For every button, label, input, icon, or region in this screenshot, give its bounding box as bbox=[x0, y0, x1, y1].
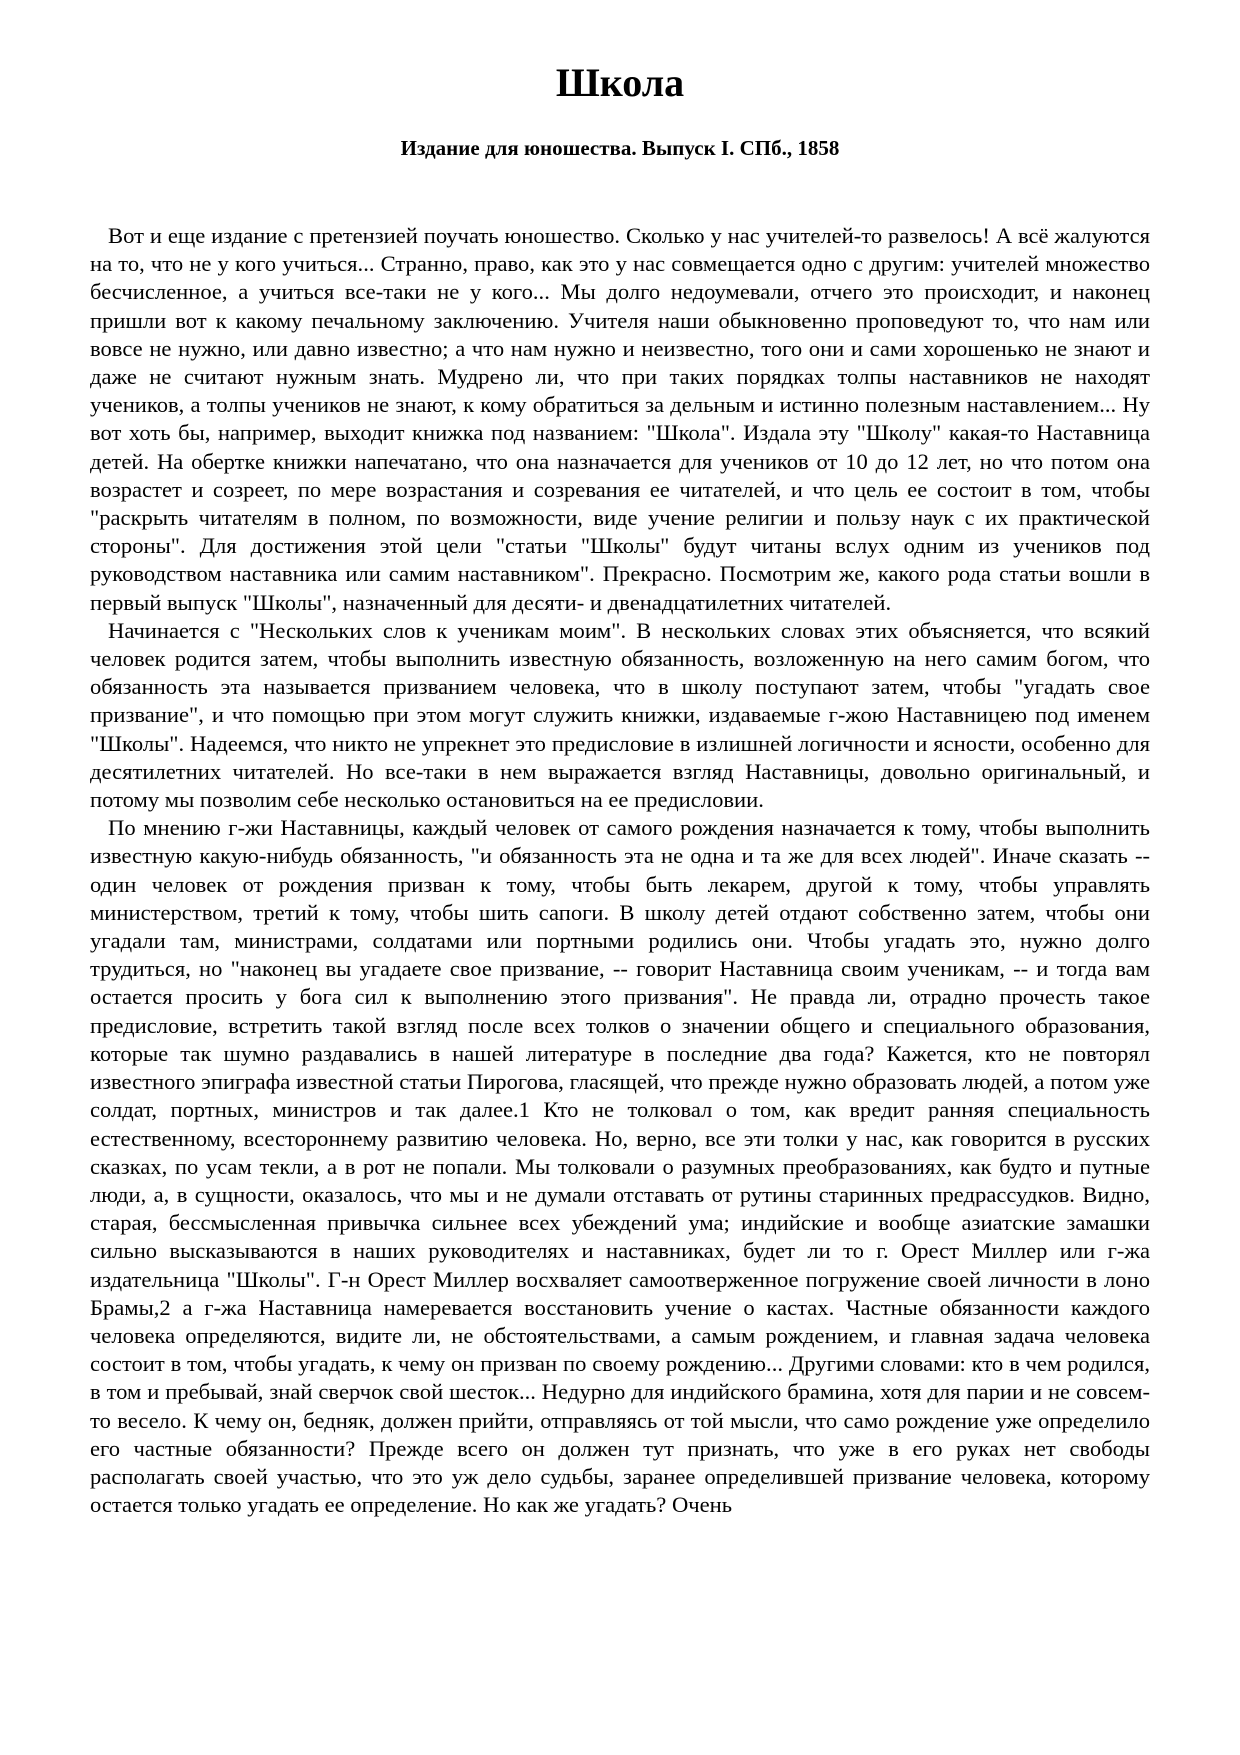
paragraph-2: Начинается с "Нескольких слов к ученикам моим". В нескольких словах этих объясняется, что всякий человек родится затем, чтобы выполнить известную обязанность, возложенную на него самим богом, что обязанность эта называется призванием человека, что в школу поступают затем, чтобы "угадать свое призвание", и что помощью при этом могут служить книжки, издаваемые г-жою Наставницею под именем "Школы". Надеемся, что никто не упрекнет это предисловие в излишней логичности и ясности, особенно для десятилетних читателей. Но все-таки в нем выражается взгляд Наставницы, довольно оригинальный, и потому мы позволим себе несколько остановиться на ее предисловии. bbox=[90, 617, 1150, 813]
paragraph-1: Вот и еще издание с претензией поучать юношество. Сколько у нас учителей-то развелось! А всё жалуются на то, что не у кого учиться... Странно, право, как это у нас совмещается одно с другим: учителей множество бесчисленное, а учиться все-таки не у кого... Мы долго недоумевали, отчего это происходит, и наконец пришли вот к какому печальному заключению. Учителя наши обыкновенно проповедуют то, что нам или вовсе не нужно, или давно известно; а что нам нужно и неизвестно, того они и сами хорошенько не знают и даже не считают нужным знать. Мудрено ли, что при таких порядках толпы наставников не находят учеников, а толпы учеников не знают, к кому обратиться за дельным и истинно полезным наставлением... Ну вот хоть бы, например, выходит книжка под названием: "Школа". Издала эту "Школу" какая-то Наставница детей. На обертке книжки напечатано, что она назначается для учеников от 10 до 12 лет, но что потом она возрастет и созреет, по мере возрастания и созревания ее читателей, и что цель ее состоит в том, чтобы "раскрыть читателям в полном, по возможности, виде учение религии и пользу наук с их практической стороны". Для достижения этой цели "статьи "Школы" будут читаны вслух одним из учеников под руководством наставника или самим наставником". Прекрасно. Посмотрим же, какого рода статьи вошли в первый выпуск "Школы", назначенный для десяти- и двенадцатилетних читателей. bbox=[90, 223, 1150, 615]
article-body bbox=[90, 222, 1150, 1519]
page-title: Школа bbox=[555, 60, 685, 105]
page-subtitle: Издание для юношества. Выпуск I. СПб., 1858 bbox=[400, 136, 840, 160]
document-page bbox=[90, 0, 1150, 1755]
paragraph-3: По мнению г-жи Наставницы, каждый человек от самого рождения назначается к тому, чтобы выполнить известную какую-нибудь обязанность, "и обязанность эта не одна и та же для всех людей". Иначе сказать -- один человек от рождения призван к тому, чтобы быть лекарем, другой к тому, чтобы управлять министерством, третий к тому, чтобы шить сапоги. В школу детей отдают собственно затем, чтобы они угадали там, министрами, солдатами или портными родились они. Чтобы угадать это, нужно долго трудиться, но "наконец вы угадаете свое призвание, -- говорит Наставница своим ученикам, -- и тогда вам остается просить у бога сил к выполнению этого призвания". Не правда ли, отрадно прочесть такое предисловие, встретить такой взгляд после всех толков о значении общего и специального образования, которые так шумно раздавались в нашей литературе в последние два года? Кажется, кто не повторял известного эпиграфа известной статьи Пирогова, гласящей, что прежде нужно образовать людей, а потом уже солдат, портных, министров и так далее.1 Кто не толковал о том, как вредит ранняя специальность естественному, всестороннему развитию человека. Но, верно, все эти толки у нас, как говорится в русских сказках, по усам текли, а в рот не попали. Мы толковали о разумных преобразованиях, как будто и путные люди, а, в сущности, оказалось, что мы и не думали отставать от рутины старинных предрассудков. Видно, старая, бессмысленная привычка сильнее всех убеждений ума; индийские и вообще азиатские замашки сильно высказываются в наших руководителях и наставниках, будет ли то г. Орест Миллер или г-жа издательница "Школы". Г-н Орест Миллер восхваляет самоотверженное погружение своей личности в лоно Брамы,2 а г-жа Наставница намеревается восстановить учение о кастах. Частные обязанности каждого человека определяются, видите ли, не обстоятельствами, а самым рождением, и главная задача человека состоит в том, чтобы угадать, к чему он призван по своему рождению... Другими словами: кто в чем родился, в том и пребывай, знай сверчок свой шесток... Недурно для индийского брамина, хотя для парии и не совсем-то весело. К чему он, бедняк, должен прийти, отправляясь от той мысли, что само рождение уже определило его частные обязанности? Прежде всего он должен тут признать, что уже в его руках нет свободы располагать своей участью, что это уж дело судьбы, заранее определившей призвание человека, которому остается только угадать ее определение. Но как же угадать? Очень bbox=[90, 815, 1150, 1518]
